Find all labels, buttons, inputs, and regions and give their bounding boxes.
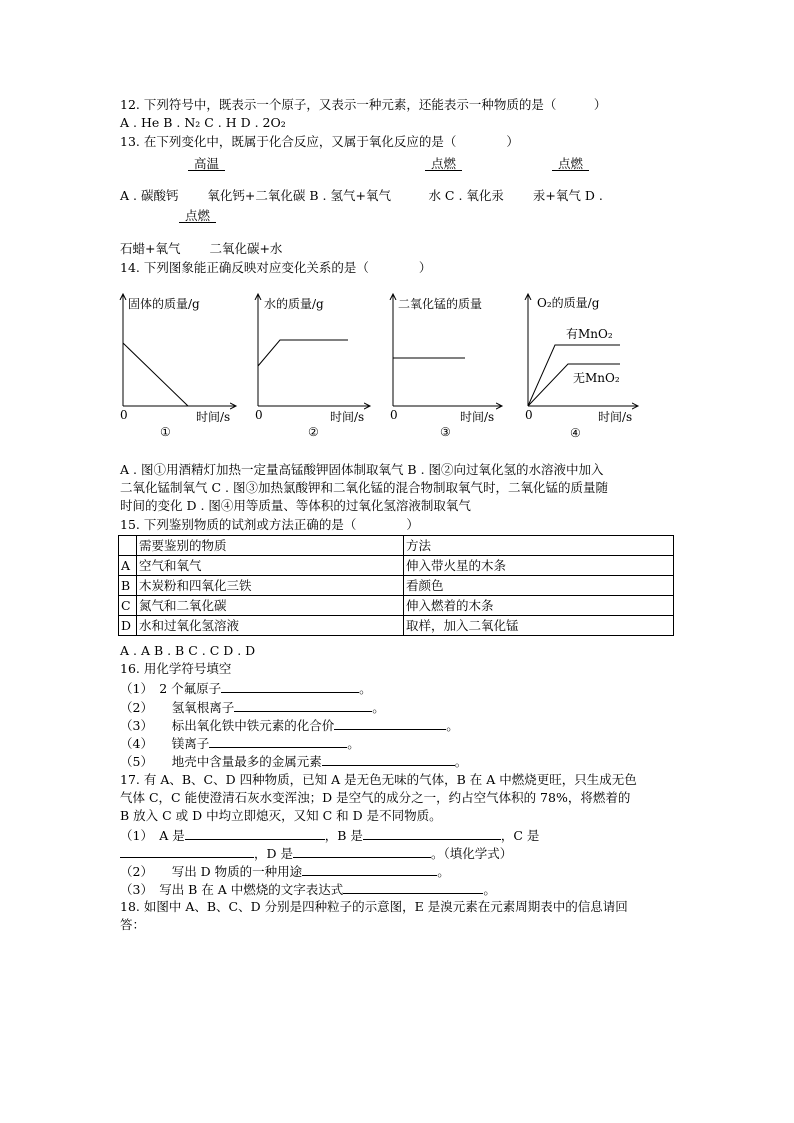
- q17-part1-e: 。（填化学式）: [431, 846, 513, 861]
- q18-line1: 18. 如图中 A、B、C、D 分别是四种粒子的示意图，E 是溴元素在元素周期表中的信息请回: [120, 899, 628, 914]
- q17-part2-text: （2） 写出 D 物质的一种用途: [120, 864, 303, 879]
- table-cell: 空气和氧气: [137, 556, 404, 576]
- q16-item-3-text: （3） 标出氧化铁中铁元素的化合价: [120, 718, 335, 733]
- q16-item-4: [120, 735, 360, 752]
- table-cell: 方法: [404, 536, 674, 556]
- table-cell: C: [119, 596, 137, 616]
- graph-1-curve: [123, 343, 188, 406]
- q16-item-4-text: （4） 镁离子: [120, 736, 210, 751]
- answer-blank[interactable]: [185, 827, 325, 840]
- graph-4-number: ④: [570, 426, 581, 440]
- graph-1: [120, 294, 236, 439]
- q16-item-2: [120, 699, 385, 716]
- q17-part1-a: （1） A 是: [120, 828, 185, 843]
- answer-blank[interactable]: [293, 845, 431, 858]
- q17-part1-cont: [120, 845, 512, 862]
- q16-stem: 16. 用化学符号填空: [120, 661, 232, 676]
- graph-2: [255, 294, 370, 439]
- q15-options: A . A B . B C . C D . D: [120, 643, 256, 658]
- q13-options-line1: A . 碳酸钙 氧化钙+二氧化碳 B . 氢气+氧气 水 C . 氧化汞 汞+氧气 D .: [120, 188, 603, 203]
- table-cell: 需要鉴别的物质: [137, 536, 404, 556]
- table-cell: 取样，加入二氧化锰: [404, 616, 674, 636]
- graph-3-ylabel: 二氧化锰的质量: [398, 297, 483, 311]
- answer-blank[interactable]: [302, 863, 437, 876]
- answer-blank[interactable]: [209, 735, 347, 748]
- q15-stem: 15. 下列鉴别物质的试剂或方法正确的是（ ）: [120, 517, 419, 532]
- graph-4-xlabel: 时间/s: [598, 410, 633, 424]
- graph-2-curve: [258, 340, 348, 366]
- q17-part3: [120, 881, 496, 898]
- answer-blank[interactable]: [221, 680, 359, 693]
- answer-blank[interactable]: [334, 717, 446, 730]
- q16-item-4-end: 。: [347, 736, 360, 751]
- answer-blank[interactable]: [363, 827, 501, 840]
- table-cell: A: [119, 556, 137, 576]
- q16-item-5-text: （5） 地壳中含量最多的金属元素: [120, 754, 322, 769]
- q17-part2-end: 。: [437, 864, 450, 879]
- q16-item-2-text: （2） 氢氧根离子: [120, 700, 235, 715]
- q16-item-1-text: （1） 2 个氟原子: [120, 681, 222, 696]
- q14-options-line2: 二氧化锰制氧气 C . 图③加热氯酸钾和二氧化锰的混合物制取氧气时，二氧化锰的质量随: [120, 480, 608, 495]
- table-cell: 看颜色: [404, 576, 674, 596]
- graph-3-origin: 0: [390, 408, 398, 422]
- table-cell: D: [119, 616, 137, 636]
- q13-stem: 13. 在下列变化中，既属于化合反应，又属于氧化反应的是（ ）: [120, 134, 519, 149]
- answer-blank[interactable]: [343, 881, 483, 894]
- table-header-row: [119, 536, 674, 556]
- q16-item-3-end: 。: [446, 718, 459, 733]
- table-cell: 水和过氧化氢溶液: [137, 616, 404, 636]
- q16-item-5-end: 。: [454, 754, 468, 769]
- graph-1-number: ①: [160, 425, 171, 439]
- q17-part1: [120, 827, 539, 844]
- graph-1-ylabel: 固体的质量/g: [128, 297, 200, 311]
- graph-2-ylabel: 水的质量/g: [264, 297, 324, 311]
- q13-condition-d: 点燃: [185, 208, 211, 223]
- q16-item-2-end: 。: [372, 700, 385, 715]
- graph-4-label-with: 有MnO₂: [566, 327, 613, 341]
- table-cell: 伸入带火星的木条: [404, 556, 674, 576]
- q17-part3-end: 。: [483, 882, 496, 897]
- table-cell: 伸入燃着的木条: [404, 596, 674, 616]
- graph-2-number: ②: [308, 425, 319, 439]
- q16-item-3: [120, 717, 459, 734]
- q12-options: A . He B . N₂ C . H D . 2O₂: [120, 115, 286, 130]
- q14-options-line3: 时间的变化 D . 图④用等质量、等体积的过氧化氢溶液制取氧气: [120, 498, 471, 513]
- q17-line3: B 放入 C 或 D 中均立即熄灭，又知 C 和 D 是不同物质。: [120, 808, 442, 823]
- q14-options-line1: A . 图①用酒精灯加热一定量高锰酸钾固体制取氧气 B . 图②向过氧化氢的水溶液中加入: [120, 462, 604, 477]
- graph-4-label-without: 无MnO₂: [573, 371, 620, 385]
- q13-condition-a: 高温: [194, 156, 220, 171]
- table-cell: 木炭粉和四氧化三铁: [137, 576, 404, 596]
- answer-blank[interactable]: [234, 699, 372, 712]
- q13-condition-c: 点燃: [558, 156, 584, 171]
- graph-3: [390, 294, 502, 439]
- table-cell: B: [119, 576, 137, 596]
- table-row: [119, 596, 674, 616]
- graph-4-origin: 0: [525, 408, 533, 422]
- answer-blank[interactable]: [120, 845, 254, 858]
- q17-part3-text: （3） 写出 B 在 A 中燃烧的文字表达式: [120, 882, 344, 897]
- graph-1-xlabel: 时间/s: [196, 410, 231, 424]
- q16-item-1: [120, 680, 372, 697]
- q17-line1: 17. 有 A、B、C、D 四种物质，已知 A 是无色无味的气体，B 在 A 中燃烧更旺，只生成无色: [120, 772, 637, 787]
- q17-line2: 气体 C，C 能使澄清石灰水变浑浊；D 是空气的成分之一，约占空气体积的 78%，将燃着的: [120, 790, 631, 805]
- q13-condition-b: 点燃: [431, 156, 457, 171]
- answer-blank[interactable]: [322, 753, 455, 766]
- table-row: [119, 576, 674, 596]
- q18-line2: 答：: [120, 917, 146, 932]
- table-row: [119, 616, 674, 636]
- q13-options-line2: 石蜡+氧气 二氧化碳+水: [120, 241, 283, 256]
- q17-part1-c: ，C 是: [500, 828, 540, 843]
- graph-4-ylabel: O₂的质量/g: [537, 296, 600, 310]
- q17-part1-d: ，D 是: [254, 846, 293, 861]
- q17-part1-b: ，B 是: [324, 828, 363, 843]
- q12-stem: 12. 下列符号中，既表示一个原子，又表示一种元素，还能表示一种物质的是（ ）: [120, 97, 607, 112]
- q14-stem: 14. 下列图象能正确反映对应变化关系的是（ ）: [120, 260, 432, 275]
- graph-2-origin: 0: [255, 408, 263, 422]
- q16-item-5: [120, 753, 467, 770]
- graph-2-xlabel: 时间/s: [330, 410, 365, 424]
- table-cell: 氮气和二氧化碳: [137, 596, 404, 616]
- q14-graphs: [110, 286, 650, 446]
- q17-part2: [120, 863, 450, 880]
- table-cell: [119, 536, 137, 556]
- q16-item-1-end: 。: [359, 681, 372, 696]
- graph-1-origin: 0: [120, 408, 128, 422]
- graph-4: [525, 294, 638, 440]
- graph-3-number: ③: [440, 425, 451, 439]
- q15-table: [118, 535, 674, 636]
- graph-3-xlabel: 时间/s: [460, 410, 495, 424]
- table-row: [119, 556, 674, 576]
